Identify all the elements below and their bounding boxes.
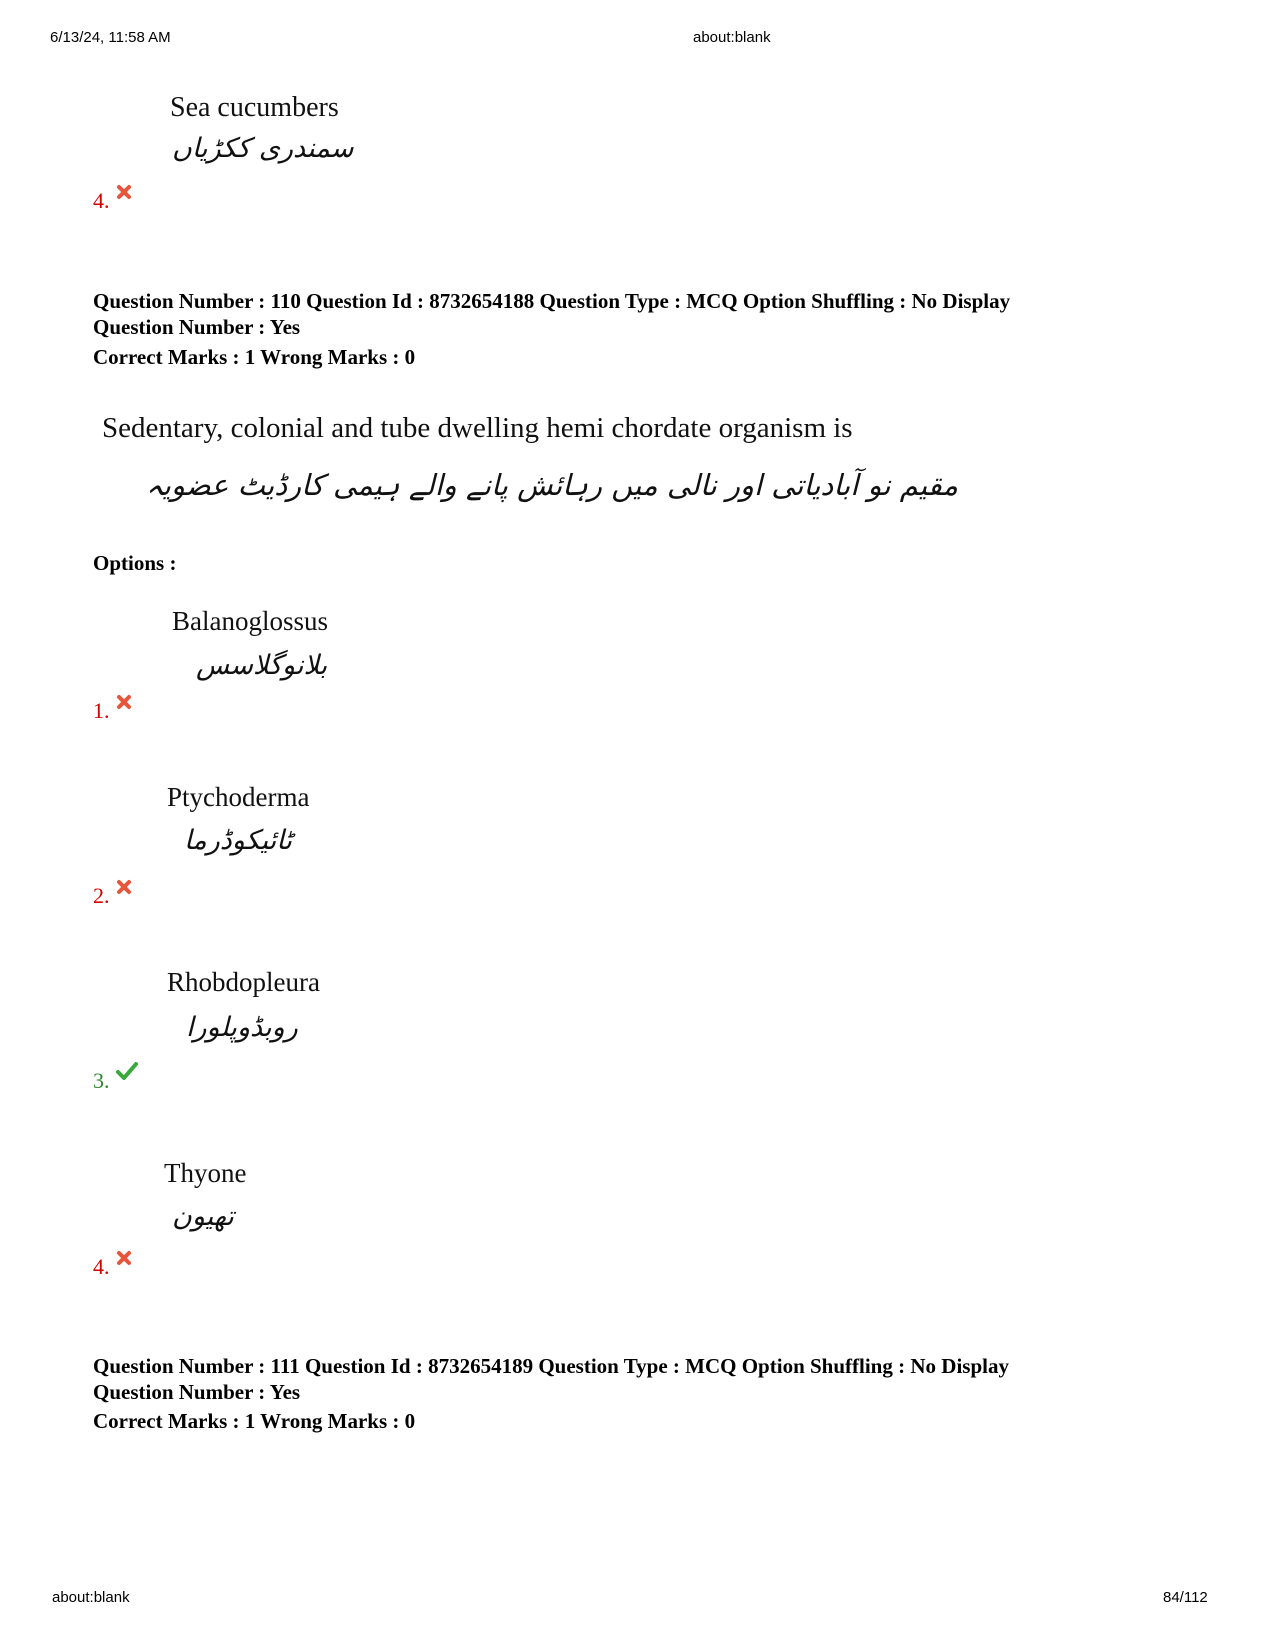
- question-image-text-en: Sedentary, colonial and tube dwelling hemi chordate organism is: [102, 412, 853, 444]
- option-number: [93, 1254, 132, 1280]
- footer-url: about:blank: [52, 1589, 130, 1606]
- question-meta-line1: Question Number : 110 Question Id : 8732654188 Question Type : MCQ Option Shuffling : No Display: [93, 289, 1011, 313]
- option-number-label: 3.: [93, 1068, 110, 1093]
- option-number-label: 4.: [93, 188, 110, 213]
- cross-icon: [116, 690, 132, 716]
- option-number: [93, 698, 132, 724]
- question-meta-line2: Question Number : Yes: [93, 315, 301, 339]
- option-number-label: 4.: [93, 1254, 110, 1279]
- option-number-label: 1.: [93, 698, 110, 723]
- question-meta: [93, 288, 1010, 340]
- option-image-text-en: Thyone: [164, 1158, 247, 1188]
- option-image-text-ur: روبڈوپلورا: [186, 1012, 298, 1043]
- option-image-text-en: Sea cucumbers: [170, 92, 339, 123]
- question-meta-line2: Question Number : Yes: [93, 1380, 301, 1404]
- option-number-label: 2.: [93, 883, 110, 908]
- option-number: [93, 883, 132, 909]
- option-number: [93, 188, 132, 214]
- page-number: 84/112: [1163, 1589, 1208, 1606]
- cross-icon: [116, 180, 132, 206]
- question-image-text-ur: مقیم نو آبادیاتی اور نالی میں رہائش پانے والے ہیمی کارڈیٹ عضویہ: [145, 468, 959, 502]
- cross-icon: [116, 875, 132, 901]
- option-number: [93, 1068, 138, 1094]
- option-image-text-en: Balanoglossus: [172, 606, 329, 636]
- question-meta-line1: Question Number : 111 Question Id : 8732654189 Question Type : MCQ Option Shuffling : No Display: [93, 1354, 1009, 1378]
- option-image-text-en: Rhobdopleura: [167, 967, 320, 997]
- option-image-text-ur: بلانوگلاسس: [196, 650, 328, 681]
- options-label: Options :: [93, 551, 177, 575]
- cross-icon: [116, 1246, 132, 1272]
- option-image-text-ur: ٹائیکوڈرما: [184, 825, 293, 856]
- question-marks: Correct Marks : 1 Wrong Marks : 0: [93, 345, 416, 369]
- option-image-text-ur: سمندری ککڑیاں: [172, 133, 354, 164]
- option-image-text-en: Ptychoderma: [167, 782, 310, 812]
- option-image-text-ur: تھیون: [172, 1201, 234, 1232]
- print-url: about:blank: [693, 29, 771, 46]
- print-datetime: 6/13/24, 11:58 AM: [50, 29, 171, 46]
- question-marks: Correct Marks : 1 Wrong Marks : 0: [93, 1409, 416, 1433]
- check-icon: [116, 1060, 138, 1086]
- question-meta: [93, 1353, 1009, 1405]
